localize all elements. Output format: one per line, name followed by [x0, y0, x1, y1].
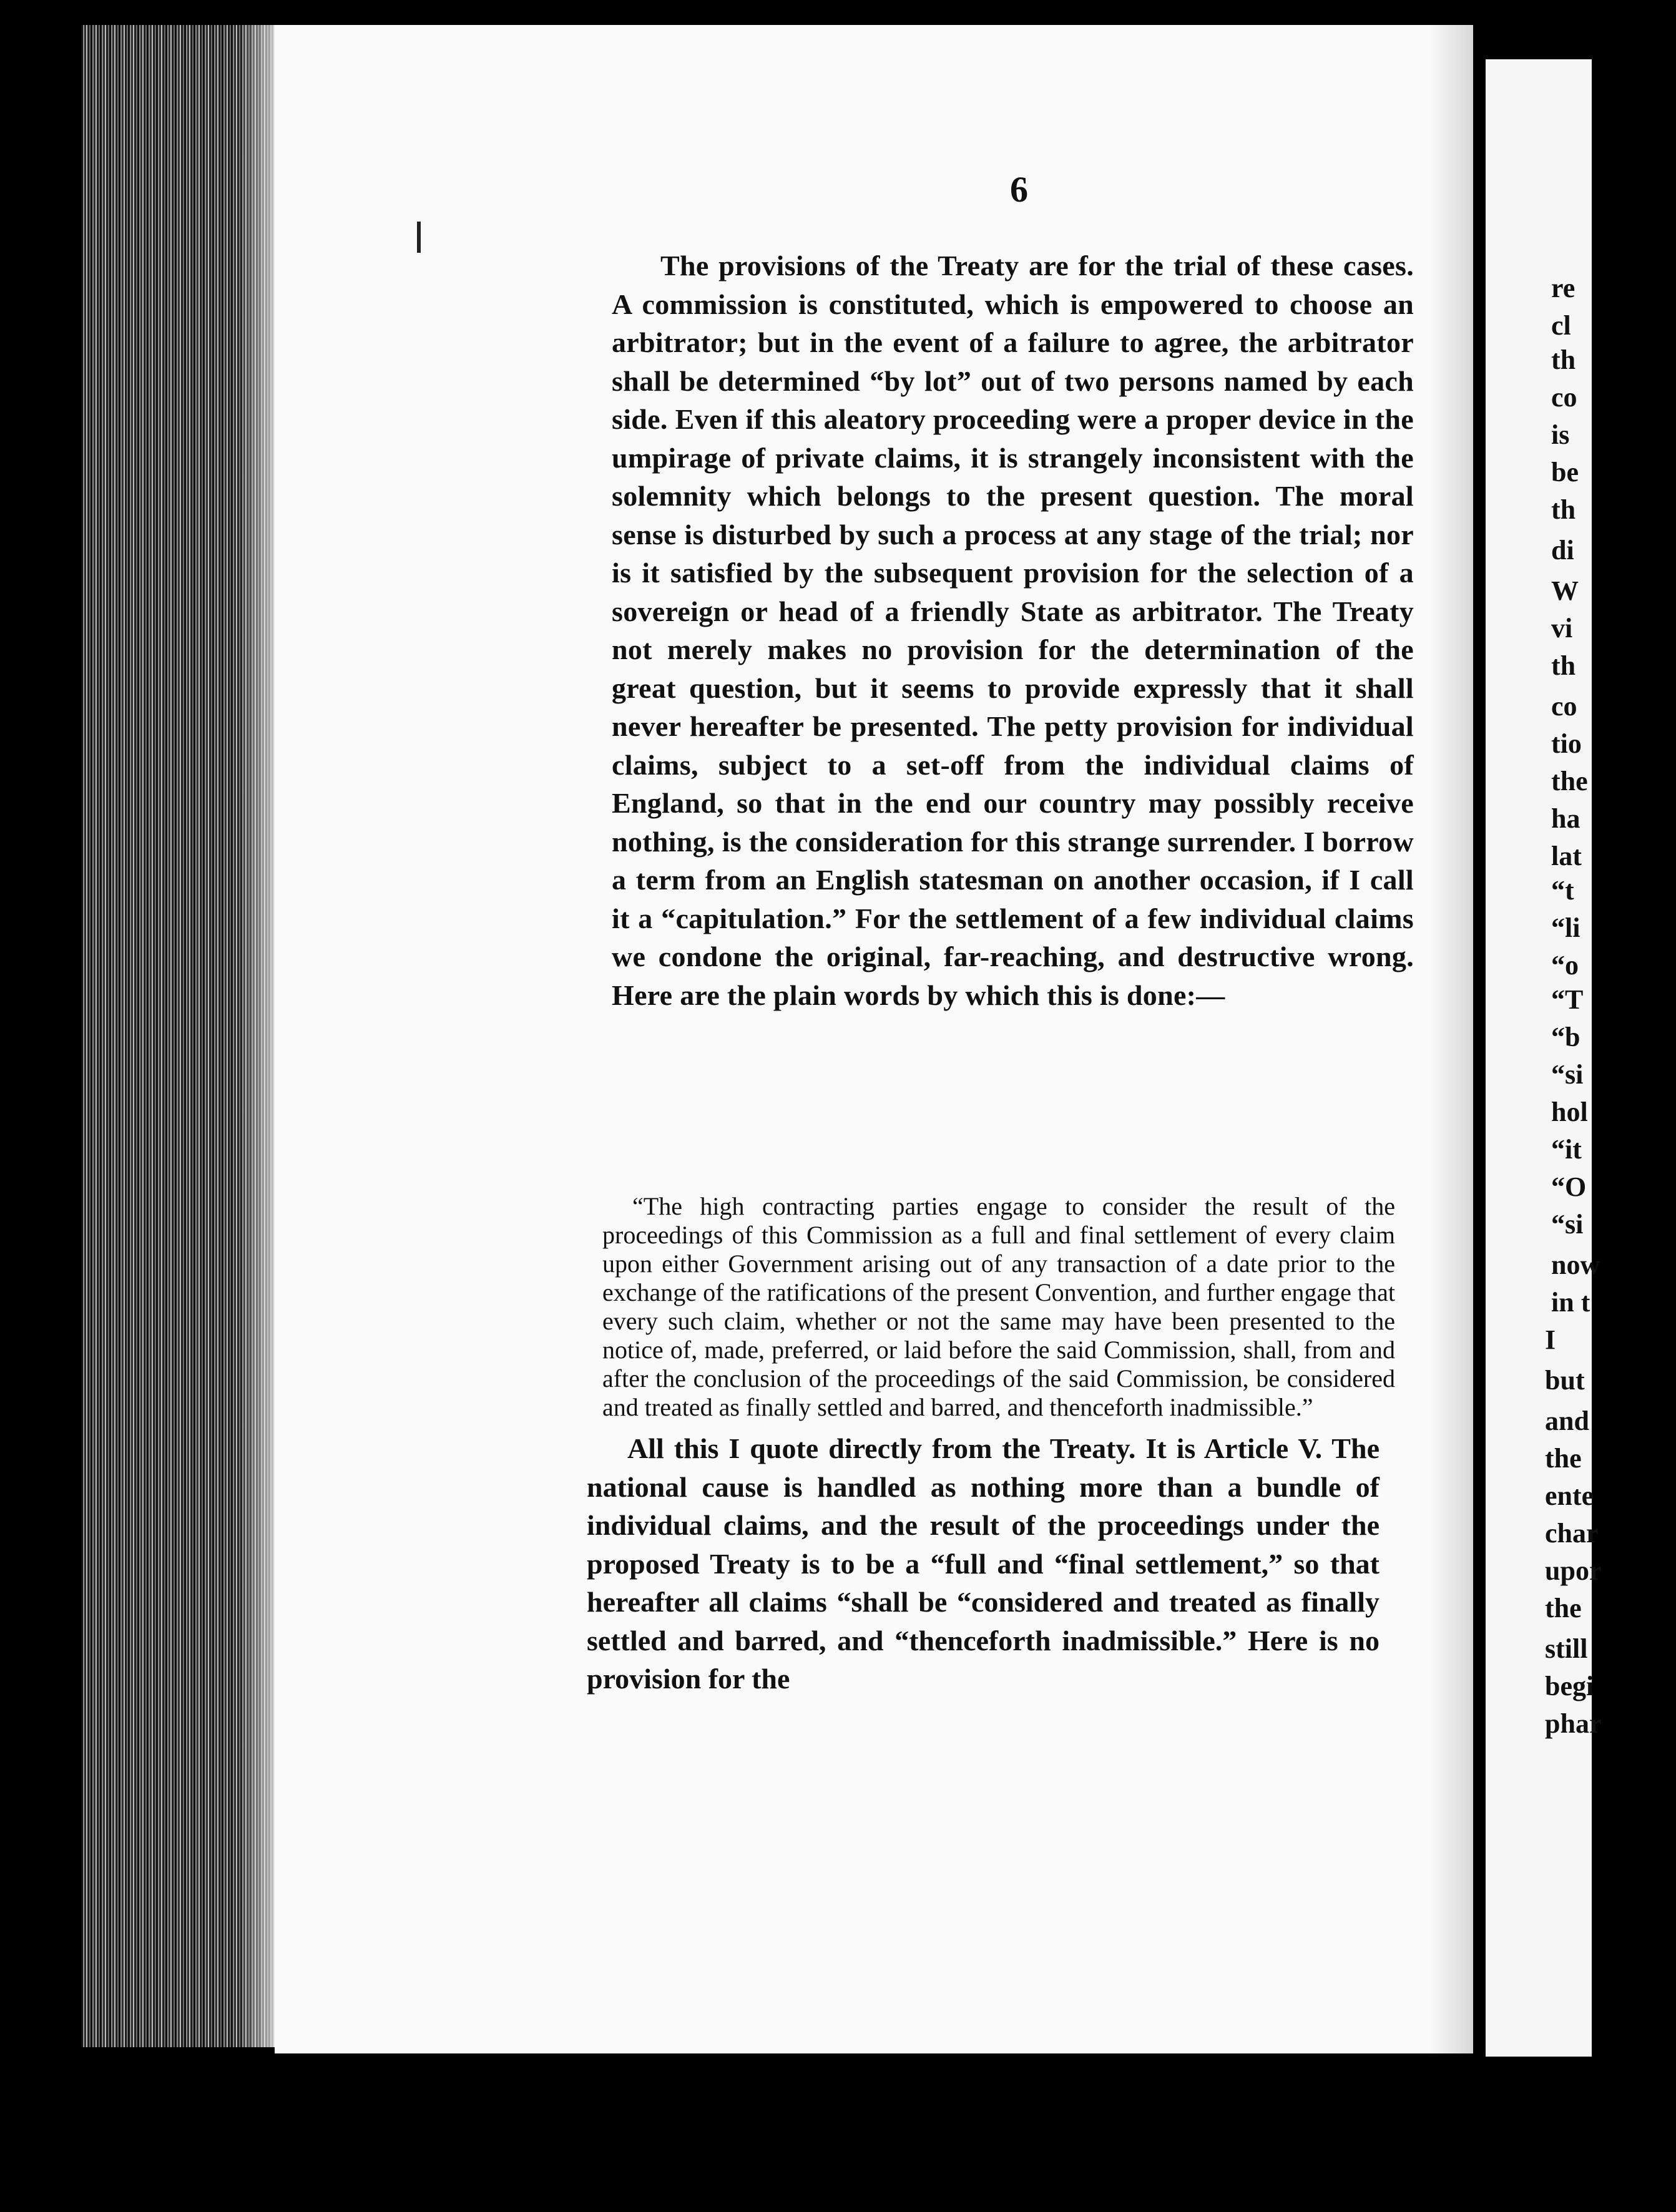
facing-page-line: “O: [1551, 1172, 1587, 1202]
facing-page-line: th: [1551, 345, 1576, 375]
quotation-text: “The high contracting parties engage to consider the result of the proceedings of this Commission as a full and final settlement of every claim upon either Government arising out of any transaction of a date prior to the exchange of the ratifications of the present Convention, and further engage that every such claim, whether or not the same may have been presented to the notice of, made, preferred, or laid before the said Commission, shall, from and after the conclusion of the proceedings of the said Commission, be considered and treated as finally settled and barred, and thenceforth inadmissible.”: [602, 1192, 1395, 1421]
facing-page-line: still: [1545, 1633, 1588, 1664]
facing-page-line: but: [1545, 1365, 1585, 1396]
facing-page-line: co: [1551, 691, 1577, 722]
scan-mark: [417, 222, 421, 253]
facing-page-line: I: [1545, 1324, 1556, 1355]
facing-page-line: cl: [1551, 310, 1571, 341]
facing-page-line: the: [1545, 1593, 1582, 1623]
facing-page-line: “b: [1551, 1022, 1580, 1052]
facing-page-line: W: [1551, 575, 1579, 606]
facing-page-line: co: [1551, 382, 1577, 413]
facing-page-line: di: [1551, 535, 1574, 565]
facing-page-line: phar: [1545, 1708, 1602, 1739]
facing-page-line: the: [1551, 766, 1588, 796]
page-fold-shadow: [1429, 25, 1473, 2053]
facing-page-line: and: [1545, 1406, 1589, 1436]
facing-page-line: “li: [1551, 913, 1580, 943]
facing-page-line: “si: [1551, 1209, 1584, 1240]
main-paragraph: [612, 247, 1414, 1014]
facing-page-line: begi: [1545, 1671, 1594, 1701]
second-paragraph: [587, 1429, 1380, 1698]
facing-page-line: th: [1551, 494, 1576, 525]
facing-page-line: ha: [1551, 803, 1580, 834]
facing-page-line: tio: [1551, 728, 1582, 759]
facing-page-line: hol: [1551, 1097, 1588, 1127]
paragraph-article-v: All this I quote directly from the Treaty. It is Article V. The national cause is handled as nothing more than a bundle of individual claims, and the result of the proceedings under the proposed Treaty is to be a “full and “final settlement,” so that hereafter all claims “shall be “considered and treated as finally settled and barred, and “thenceforth inadmissible.” Here is no provision for the: [587, 1432, 1380, 1695]
page-number: 6: [1010, 169, 1028, 210]
facing-page-line: now: [1551, 1250, 1600, 1280]
facing-page-line: ente: [1545, 1480, 1594, 1511]
facing-page-line: upor: [1545, 1555, 1602, 1586]
facing-page-line: the: [1545, 1443, 1582, 1474]
facing-page-line: lat: [1551, 841, 1582, 871]
facing-page-line: “T: [1551, 984, 1584, 1015]
facing-page-line: char: [1545, 1518, 1599, 1549]
facing-page-line: in t: [1551, 1287, 1590, 1318]
facing-page-line: re: [1551, 273, 1576, 303]
facing-page-line: th: [1551, 650, 1576, 681]
facing-page-line: is: [1551, 419, 1570, 450]
facing-page-line: “o: [1551, 950, 1579, 981]
treaty-quotation: [602, 1192, 1395, 1422]
facing-page-line: be: [1551, 457, 1579, 487]
facing-page-line: “it: [1551, 1134, 1582, 1165]
facing-page-line: “si: [1551, 1059, 1584, 1090]
facing-page-line: vi: [1551, 613, 1573, 644]
facing-page-line: “t: [1551, 875, 1574, 906]
paragraph-provisions: The provisions of the Treaty are for the trial of these cases. A commission is constituted, which is empowered to choose an arbitrator; but in the event of a failure to agree, the arbitrator shall be determined “by lot” out of two persons named by each side. Even if this aleatory proceeding were a proper device in the umpirage of private claims, it is strangely inconsistent with the solemnity which belongs to the present question. The moral sense is disturbed by such a process at any stage of the trial; nor is it satisfied by the subsequent provision for the selection of a sovereign or head of a friendly State as arbitrator. The Treaty not merely makes no provision for the determination of the great question, but it seems to provide expressly that it shall never hereafter be presented. The petty provision for individual claims, subject to a set-off from the individual claims of England, so that in the end our country may possibly receive nothing, is the consideration for this strange surrender. I borrow a term from an English statesman on another occasion, if I call it a “capitulation.” For the settlement of a few individual claims we condone the original, far-reaching, and destructive wrong. Here are the plain words by which this is done:—: [612, 250, 1414, 1011]
